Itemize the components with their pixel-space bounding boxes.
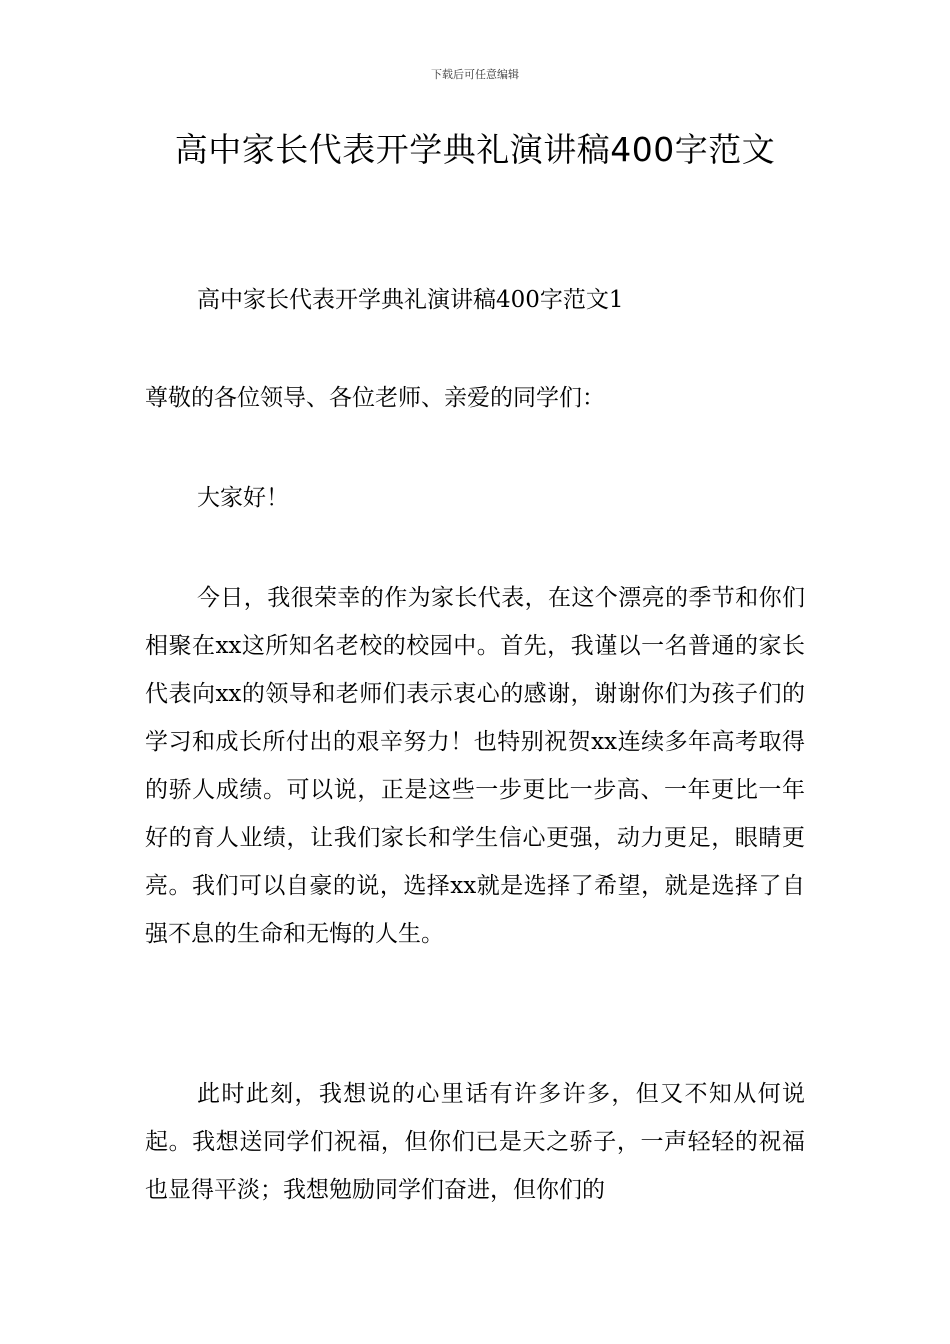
- section-subtitle: 高中家长代表开学典礼演讲稿400字范文1: [197, 287, 624, 313]
- header-note: 下载后可任意编辑: [431, 68, 519, 81]
- greeting: 大家好！: [197, 485, 289, 511]
- salutation: 尊敬的各位领导、各位老师、亲爱的同学们：: [145, 385, 605, 411]
- paragraph: 此时此刻，我想说的心里话有许多许多，但又不知从何说起。我想送同学们祝福，但你们已是天之骄子，一声轻轻的祝福也显得平淡；我想勉励同学们奋进，但你们的: [145, 1081, 805, 1203]
- document-title: 高中家长代表开学典礼演讲稿400字范文: [174, 130, 776, 169]
- paragraph: 今日，我很荣幸的作为家长代表，在这个漂亮的季节和你们相聚在xx这所知名老校的校园中。首先，我谨以一名普通的家长代表向xx的领导和老师们表示衷心的感谢，谢谢你们为孩子们的学习和成长所付出的艰辛努力！也特别祝贺xx连续多年高考取得的骄人成绩。可以说，正是这些一步更比一步高、一年更比一年好的育人业绩，让我们家长和学生信心更强，动力更足，眼睛更亮。我们可以自豪的说，选择xx就是选择了希望，就是选择了自强不息的生命和无悔的人生。: [145, 585, 805, 947]
